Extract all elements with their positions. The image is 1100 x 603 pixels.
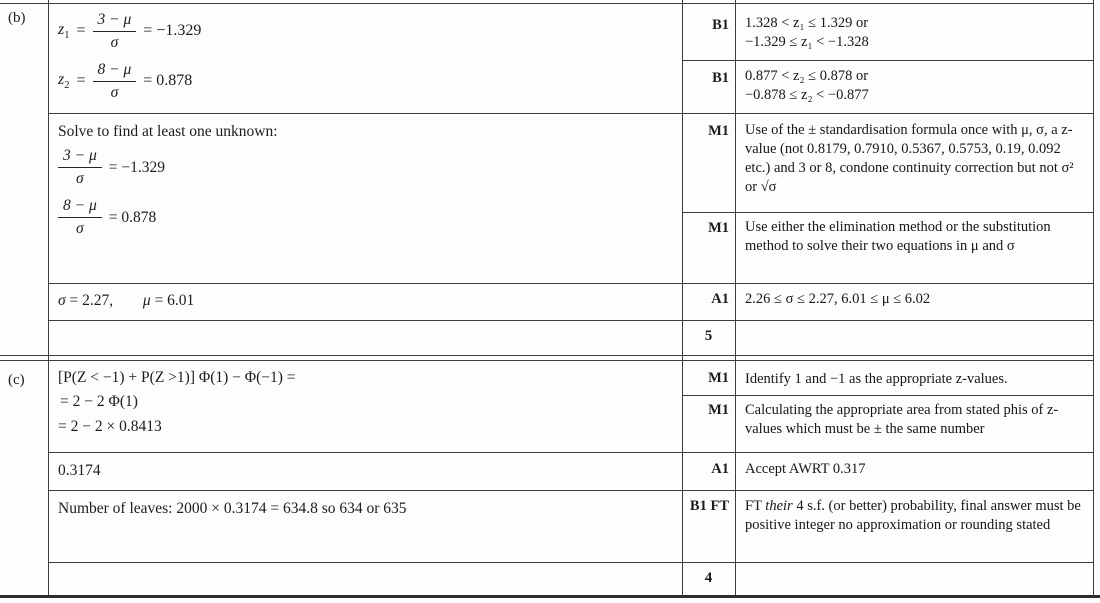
part-c-working-line3: = 2 − 2 × 0.8413 [58, 418, 162, 435]
comment-z1-range: 1.328 < z₁ ≤ 1.329 or −1.329 ≤ z₁ < −1.328 [745, 15, 869, 50]
eq-lhs: $z_1$ [58, 21, 70, 42]
eq-result: = 0.878 [108, 208, 157, 226]
eq-result: = −1.329 [143, 22, 202, 40]
mark-code: A1 [711, 461, 729, 477]
row-divider [48, 113, 1094, 114]
fraction: $\frac{8 - \mu}{\sigma}$ [93, 60, 137, 104]
table-border-bottom [0, 595, 1100, 598]
mark-code: B1 [712, 70, 729, 86]
mark-code: B1 [712, 17, 729, 33]
part-b-solve-eq1 [58, 146, 165, 190]
table-border-top [0, 3, 1094, 4]
section-divider-double-bottom [0, 360, 1094, 361]
mark-code: M1 [708, 402, 729, 418]
row-divider [48, 283, 1094, 284]
section-divider-double-top [0, 355, 1094, 356]
row-divider [682, 60, 1094, 61]
comment-elimination: Use either the elimination method or the substitution method to solve their two equations in μ and σ [745, 219, 1051, 254]
eq-equals: = [76, 22, 86, 40]
comment-standardisation: Use of the ± standardisation formula once with μ, σ, a z-value (not 0.8179, 0.7910, 0.5367, 0.5753, 0.19, 0.092 etc.) and 3 or 8, condone continuity correction but not σ² or √σ [745, 122, 1074, 195]
row-divider [48, 320, 1094, 321]
mark-code: M1 [708, 370, 729, 386]
eq-result: = −1.329 [108, 158, 165, 176]
part-b-total-marks: 5 [704, 328, 713, 344]
part-b-solve-title: Solve to find at least one unknown: [58, 123, 278, 140]
part-c-answer: 0.3174 [58, 462, 101, 479]
mark-code: M1 [708, 220, 729, 236]
mark-code: A1 [711, 291, 729, 307]
fraction: $\frac{3 - \mu}{\sigma}$ [93, 10, 137, 54]
comment-calculating-area: Calculating the appropriate area from stated phis of z-values which must be ± the same number [745, 402, 1059, 437]
comment-ft-probability: FT their 4 s.f. (or better) probability, final answer must be positive integer no approximation or rounding stated [745, 498, 1081, 533]
italic-their: their [765, 498, 793, 514]
table-border-label-col [48, 0, 49, 598]
row-divider [48, 490, 1094, 491]
part-c-leaves-calculation: Number of leaves: 2000 × 0.3174 = 634.8 so 634 or 635 [58, 500, 407, 517]
row-divider [48, 452, 1094, 453]
part-c-total-marks: 4 [704, 570, 713, 586]
part-b-label: (b) [8, 10, 26, 26]
part-c-working-line2: = 2 − 2 Φ(1) [60, 393, 138, 410]
part-b-equation-z2 [58, 60, 192, 104]
comment-identify-z-values: Identify 1 and −1 as the appropriate z-values. [745, 371, 1008, 387]
part-c-label: (c) [8, 372, 25, 388]
row-divider [682, 212, 1094, 213]
comment-accepted-values: 2.26 ≤ σ ≤ 2.27, 6.01 ≤ μ ≤ 6.02 [745, 291, 931, 307]
mark-code: B1 FT [689, 498, 729, 514]
comment-z2-range: 0.877 < z₂ ≤ 0.878 or −0.878 ≤ z₂ < −0.877 [745, 68, 869, 103]
eq-equals: = [76, 72, 86, 90]
part-b-solve-eq2 [58, 196, 156, 240]
comment-awrt: Accept AWRT 0.317 [745, 461, 866, 477]
row-divider [682, 395, 1094, 396]
fraction: $\frac{3 - \mu}{\sigma}$ [58, 146, 102, 190]
part-b-result: σ = 2.27, μ = 6.01 [58, 292, 195, 309]
table-border-comments-col [735, 0, 736, 598]
eq-lhs: $z_2$ [58, 71, 70, 92]
mark-code: M1 [708, 123, 729, 139]
part-b-equation-z1 [58, 10, 201, 54]
table-border-right [1093, 0, 1094, 598]
row-divider [48, 562, 1094, 563]
part-c-working-line1: [P(Z < −1) + P(Z >1)] Φ(1) − Φ(−1) = [58, 369, 296, 386]
fraction: $\frac{8 - \mu}{\sigma}$ [58, 196, 102, 240]
eq-result: = 0.878 [143, 72, 193, 90]
